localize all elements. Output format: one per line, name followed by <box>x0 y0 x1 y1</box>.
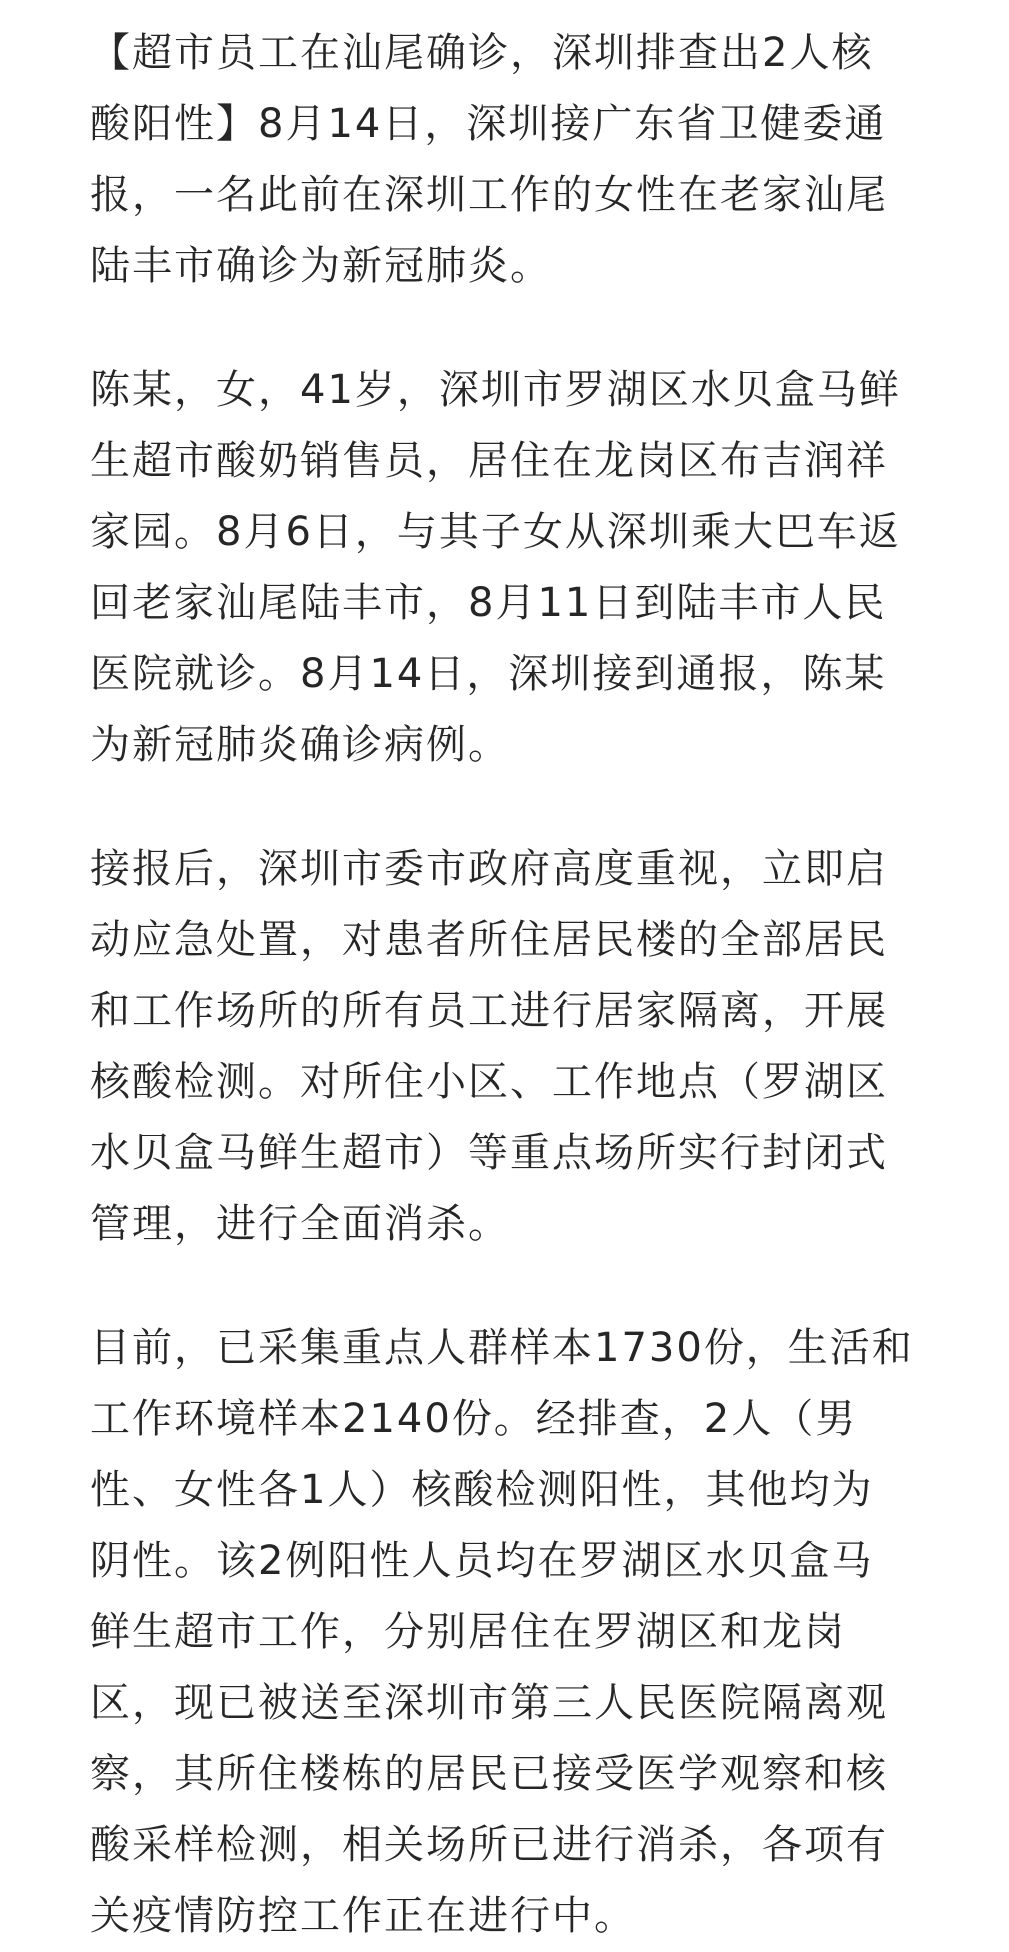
paragraph-gap <box>90 1260 915 1313</box>
paragraph-gap <box>90 781 915 834</box>
article-paragraph-testing-results: 目前，已采集重点人群样本1730份，生活和工作环境样本2140份。经排查，2人（男性、女性各1人）核酸检测阳性，其他均为阴性。该2例阳性人员均在罗湖区水贝盒马鲜生超市工作，分别居住在罗湖区和龙岗区，现已被送至深圳市第三人民医院隔离观察，其所住楼栋的居民已接受医学观察和核酸采样检测，相关场所已进行消杀，各项有关疫情防控工作正在进行中。 <box>90 1325 914 1939</box>
article-paragraph-response: 接报后，深圳市委市政府高度重视，立即启动应急处置，对患者所住居民楼的全部居民和工作场所的所有员工进行居家隔离，开展核酸检测。对所住小区、工作地点（罗湖区水贝盒马鲜生超市）等重点场所实行封闭式管理，进行全面消杀。 <box>90 846 888 1247</box>
article-body <box>90 18 915 1952</box>
article-paragraph-case-details: 陈某，女，41岁，深圳市罗湖区水贝盒马鲜生超市酸奶销售员，居住在龙岗区布吉润祥家园。8月6日，与其子女从深圳乘大巴车返回老家汕尾陆丰市，8月11日到陆丰市人民医院就诊。8月14日，深圳接到通报，陈某为新冠肺炎确诊病例。 <box>90 367 901 768</box>
article-paragraph-headline: 【超市员工在汕尾确诊，深圳排查出2人核酸阳性】8月14日，深圳接广东省卫健委通报，一名此前在深圳工作的女性在老家汕尾陆丰市确诊为新冠肺炎。 <box>90 30 888 289</box>
paragraph-gap <box>90 302 915 355</box>
